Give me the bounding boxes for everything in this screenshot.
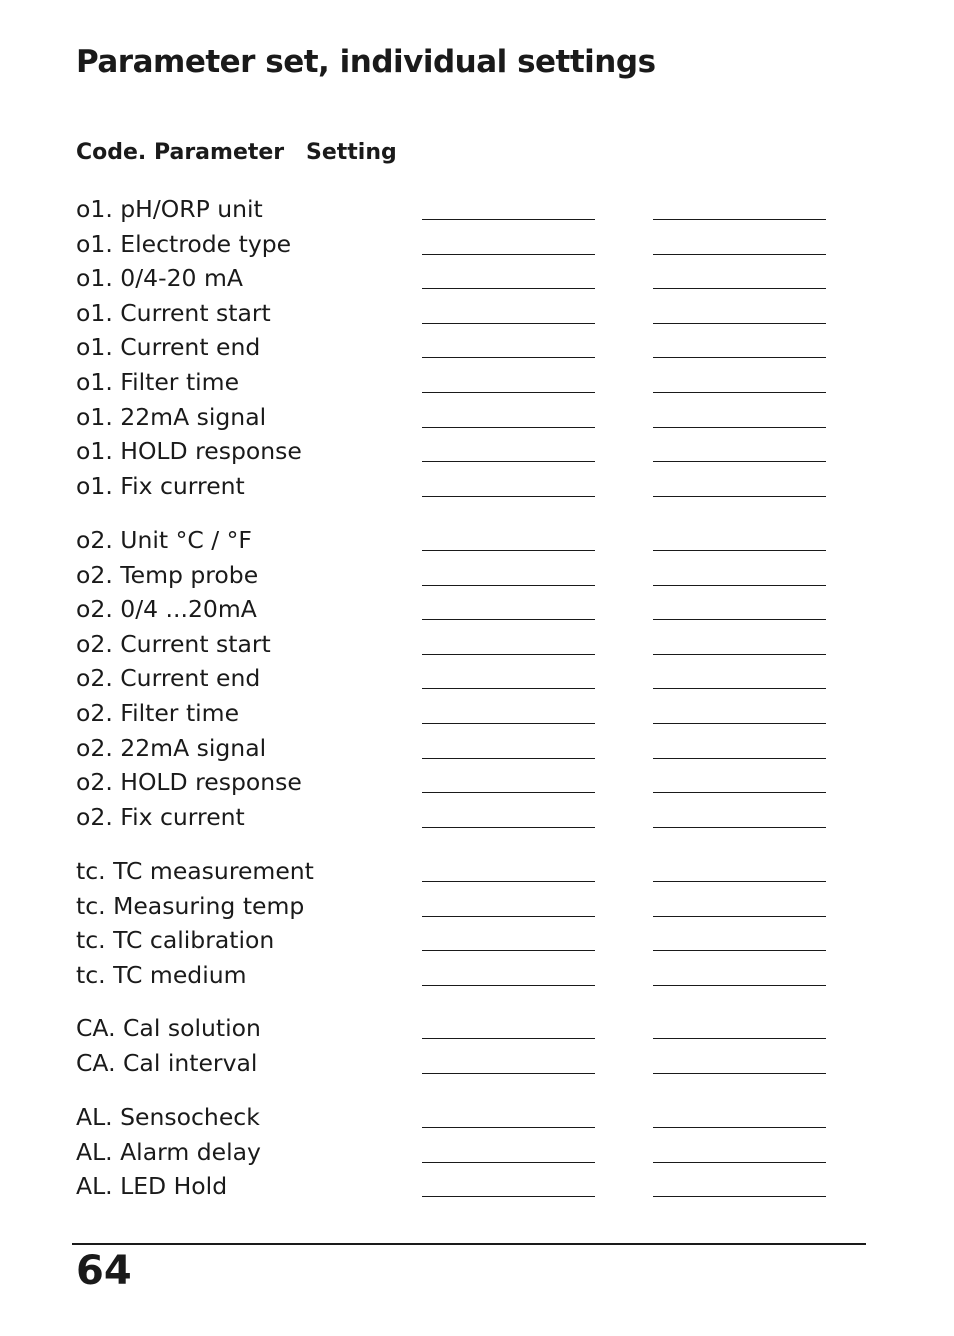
- setting-blank-2: [653, 758, 826, 759]
- parameter-label: tc. TC calibration: [76, 926, 275, 955]
- parameter-row: [76, 698, 836, 733]
- parameter-row: [76, 960, 836, 995]
- parameter-row: [76, 802, 836, 837]
- setting-blank-1: [422, 585, 595, 586]
- parameter-label: o1. Filter time: [76, 368, 240, 396]
- setting-blank-2: [653, 392, 826, 393]
- setting-blank-1: [422, 985, 595, 986]
- setting-blank-2: [653, 1073, 826, 1074]
- parameter-row: [76, 471, 836, 506]
- setting-blank-1: [422, 427, 595, 428]
- parameter-label: o2. Unit °C / °F: [76, 526, 252, 554]
- setting-blank-1: [422, 1038, 595, 1039]
- parameter-label: AL. Alarm delay: [76, 1137, 261, 1166]
- parameter-label: o1. Current end: [76, 333, 261, 362]
- setting-blank-2: [653, 723, 826, 724]
- parameter-label: o2. 0/4 ...20mA: [76, 595, 257, 624]
- parameter-row: [76, 733, 836, 768]
- parameter-row: [76, 856, 836, 891]
- page-number: 64: [76, 1248, 132, 1294]
- parameter-label: o2. Fix current: [76, 802, 245, 831]
- parameter-label: tc. Measuring temp: [76, 891, 305, 920]
- setting-blank-2: [653, 1162, 826, 1163]
- setting-blank-1: [422, 723, 595, 724]
- parameter-label: o2. 22mA signal: [76, 733, 267, 762]
- parameter-row: [76, 1171, 836, 1206]
- setting-blank-2: [653, 427, 826, 428]
- parameter-label: o1. 22mA signal: [76, 402, 267, 431]
- column-header-code-parameter: Code. Parameter: [76, 140, 285, 165]
- footer-rule: [72, 1243, 866, 1245]
- parameter-row: [76, 436, 836, 471]
- parameter-row: [76, 925, 836, 960]
- setting-blank-1: [422, 827, 595, 828]
- parameter-label: o2. Current end: [76, 664, 261, 693]
- parameter-row: [76, 525, 836, 560]
- parameter-label: o2. Current start: [76, 629, 271, 658]
- parameter-label: o1. Current start: [76, 298, 271, 327]
- setting-blank-1: [422, 550, 595, 551]
- parameter-row: [76, 891, 836, 926]
- setting-blank-1: [422, 288, 595, 289]
- parameter-row: [76, 1137, 836, 1172]
- parameter-row: [76, 560, 836, 595]
- setting-blank-1: [422, 688, 595, 689]
- setting-blank-1: [422, 323, 595, 324]
- parameter-row: [76, 594, 836, 629]
- parameter-row: [76, 263, 836, 298]
- parameter-row: [76, 194, 836, 229]
- setting-blank-1: [422, 1073, 595, 1074]
- setting-blank-1: [422, 392, 595, 393]
- parameter-label: o1. Electrode type: [76, 229, 292, 258]
- setting-blank-2: [653, 219, 826, 220]
- parameter-label: o1. 0/4-20 mA: [76, 264, 243, 293]
- parameter-row: [76, 663, 836, 698]
- setting-blank-2: [653, 323, 826, 324]
- setting-blank-1: [422, 1127, 595, 1128]
- setting-blank-2: [653, 1038, 826, 1039]
- setting-blank-1: [422, 219, 595, 220]
- setting-blank-1: [422, 1162, 595, 1163]
- setting-blank-2: [653, 1196, 826, 1197]
- parameter-label: o2. Temp probe: [76, 560, 259, 589]
- setting-blank-1: [422, 619, 595, 620]
- setting-blank-1: [422, 254, 595, 255]
- setting-blank-1: [422, 758, 595, 759]
- setting-blank-2: [653, 254, 826, 255]
- parameter-row: [76, 1013, 836, 1048]
- parameter-row: [76, 367, 836, 402]
- parameter-label: tc. TC measurement: [76, 857, 314, 885]
- parameter-label: AL. Sensocheck: [76, 1103, 260, 1131]
- parameter-label: AL. LED Hold: [76, 1172, 228, 1201]
- setting-blank-2: [653, 619, 826, 620]
- parameter-label: o2. HOLD response: [76, 768, 302, 797]
- column-header-setting: Setting: [306, 140, 397, 165]
- parameter-row: [76, 1048, 836, 1083]
- setting-blank-2: [653, 496, 826, 497]
- setting-blank-2: [653, 950, 826, 951]
- setting-blank-1: [422, 881, 595, 882]
- parameter-row: [76, 332, 836, 367]
- setting-blank-2: [653, 792, 826, 793]
- parameter-row: [76, 1102, 836, 1137]
- parameter-row: [76, 767, 836, 802]
- parameter-label: CA. Cal interval: [76, 1048, 258, 1077]
- parameter-row: [76, 229, 836, 264]
- parameter-row: [76, 298, 836, 333]
- parameter-label: o1. HOLD response: [76, 437, 302, 466]
- parameter-row: [76, 402, 836, 437]
- setting-blank-2: [653, 881, 826, 882]
- setting-blank-2: [653, 288, 826, 289]
- parameter-label: o1. Fix current: [76, 471, 245, 500]
- setting-blank-2: [653, 585, 826, 586]
- setting-blank-1: [422, 792, 595, 793]
- setting-blank-2: [653, 654, 826, 655]
- setting-blank-2: [653, 357, 826, 358]
- parameter-label: o1. pH/ORP unit: [76, 195, 263, 223]
- setting-blank-2: [653, 688, 826, 689]
- setting-blank-2: [653, 985, 826, 986]
- setting-blank-1: [422, 654, 595, 655]
- page-title: Parameter set, individual settings: [76, 44, 656, 80]
- setting-blank-1: [422, 357, 595, 358]
- setting-blank-2: [653, 827, 826, 828]
- setting-blank-1: [422, 1196, 595, 1197]
- setting-blank-2: [653, 461, 826, 462]
- setting-blank-1: [422, 496, 595, 497]
- parameter-label: o2. Filter time: [76, 699, 240, 727]
- setting-blank-1: [422, 461, 595, 462]
- setting-blank-1: [422, 950, 595, 951]
- setting-blank-1: [422, 916, 595, 917]
- parameter-row: [76, 629, 836, 664]
- parameter-label: tc. TC medium: [76, 960, 247, 989]
- parameter-label: CA. Cal solution: [76, 1014, 261, 1042]
- setting-blank-2: [653, 550, 826, 551]
- setting-blank-2: [653, 1127, 826, 1128]
- setting-blank-2: [653, 916, 826, 917]
